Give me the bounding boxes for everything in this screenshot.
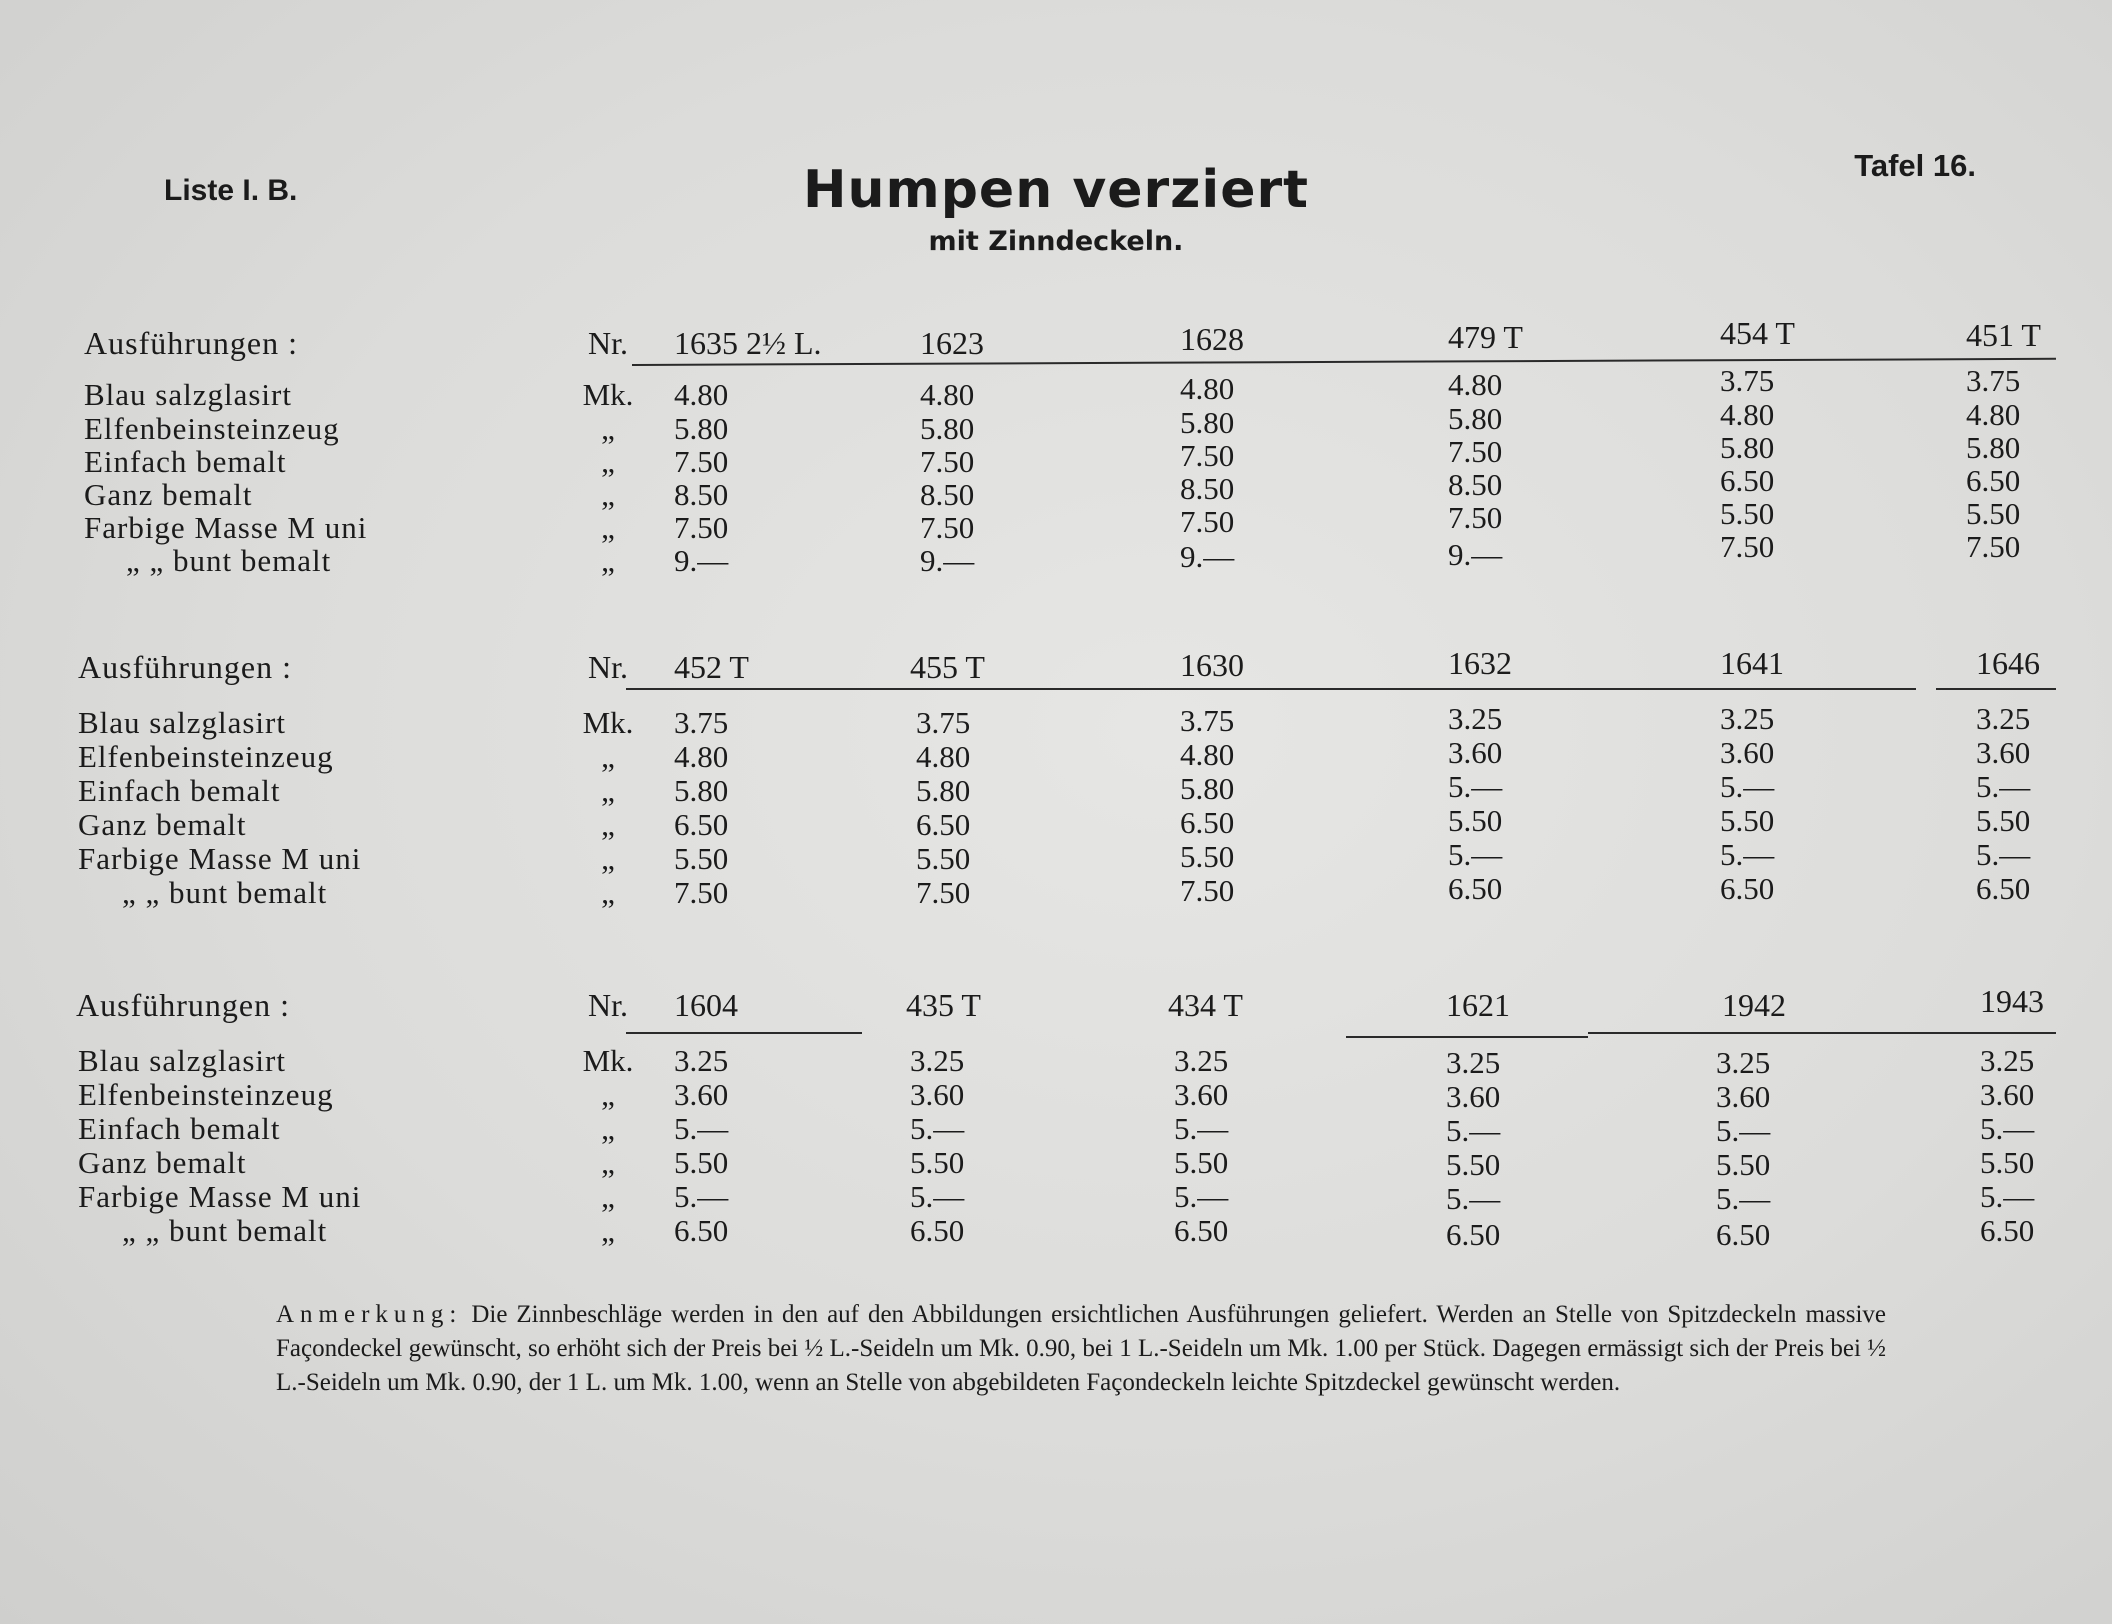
price-cell: 6.50: [1180, 805, 1235, 840]
table-row: [0, 363, 2112, 412]
row-unit: „: [601, 841, 615, 876]
price-cell: 3.25: [1976, 701, 2031, 736]
price-cell: 5.—: [1720, 837, 1775, 872]
header-rule: [1936, 688, 2056, 690]
row-unit: „: [601, 1077, 615, 1112]
row-label: Blau salzglasirt: [78, 705, 286, 740]
price-cell: 5.—: [910, 1111, 965, 1146]
price-cell: 7.50: [1180, 873, 1235, 908]
price-cell: 4.80: [916, 739, 971, 774]
item-number: 452 T: [674, 649, 749, 685]
item-number: 1604: [674, 987, 738, 1023]
row-label: Ganz bemalt: [84, 477, 253, 512]
price-cell: 9.—: [1180, 539, 1235, 574]
price-cell: 4.80: [1448, 367, 1503, 402]
price-cell: 7.50: [1180, 504, 1235, 539]
price-cell: 7.50: [674, 510, 729, 545]
price-cell: 7.50: [1180, 438, 1235, 473]
item-number: 454 T: [1720, 315, 1795, 351]
item-number: 1628: [1180, 321, 1244, 357]
price-cell: 3.75: [1966, 363, 2021, 398]
price-cell: 5.—: [1174, 1111, 1229, 1146]
item-number: 1641: [1720, 645, 1784, 681]
table-header-row: [0, 645, 2112, 685]
item-number: 1646: [1976, 645, 2040, 681]
price-cell: 5.—: [1716, 1181, 1771, 1216]
price-cell: 5.50: [1448, 803, 1503, 838]
header-rule: [626, 1032, 862, 1034]
price-cell: 5.—: [1720, 769, 1775, 804]
row-label: Farbige Masse M uni: [78, 841, 362, 876]
price-cell: 7.50: [674, 875, 729, 910]
row-label: Einfach bemalt: [84, 444, 287, 479]
row-label: Farbige Masse M uni: [84, 510, 368, 545]
price-cell: 5.50: [910, 1145, 965, 1180]
table-row: [0, 529, 2112, 578]
item-number: 1635 2½ L.: [674, 325, 822, 361]
price-cell: 3.75: [916, 705, 971, 740]
price-cell: 9.—: [674, 543, 729, 578]
price-cell: 5.80: [916, 773, 971, 808]
price-cell: 6.50: [1174, 1213, 1229, 1248]
row-unit: Mk.: [582, 377, 634, 412]
price-cell: 3.75: [1720, 363, 1775, 398]
plate-label: Tafel 16.: [1854, 148, 1976, 183]
row-label: Blau salzglasirt: [78, 1043, 286, 1078]
price-cell: 7.50: [1448, 434, 1503, 469]
price-cell: 5.—: [1446, 1181, 1501, 1216]
nr-label: Nr.: [588, 649, 628, 685]
item-number: 434 T: [1168, 987, 1243, 1023]
item-number: 479 T: [1448, 319, 1523, 355]
price-cell: 3.60: [910, 1077, 965, 1112]
price-cell: 9.—: [1448, 537, 1503, 572]
row-unit: „: [601, 773, 615, 808]
price-cell: 3.25: [1174, 1043, 1229, 1078]
row-unit: „: [601, 875, 615, 910]
price-cell: 6.50: [1720, 871, 1775, 906]
item-number: 1943: [1980, 983, 2044, 1019]
price-cell: 5.50: [1720, 496, 1775, 531]
price-cell: 5.50: [674, 1145, 729, 1180]
price-cell: 5.50: [1720, 803, 1775, 838]
table-row: [0, 1213, 2112, 1252]
price-cell: 6.50: [910, 1213, 965, 1248]
price-cell: 5.—: [1980, 1111, 2035, 1146]
row-unit: „: [601, 1213, 615, 1248]
row-label: Ganz bemalt: [78, 807, 247, 842]
row-unit: „: [601, 807, 615, 842]
price-cell: 6.50: [1980, 1213, 2035, 1248]
price-cell: 5.—: [1976, 837, 2031, 872]
row-label: Blau salzglasirt: [84, 377, 292, 412]
table-row: [0, 735, 2112, 774]
price-cell: 5.80: [1720, 430, 1775, 465]
price-cell: 3.75: [674, 705, 729, 740]
header-rule: [1588, 1032, 2056, 1034]
table-row: [0, 701, 2112, 740]
price-cell: 8.50: [674, 477, 729, 512]
table-row: [0, 1112, 2112, 1146]
price-cell: 7.50: [1448, 500, 1503, 535]
price-cell: 3.60: [1446, 1079, 1501, 1114]
item-number: 1942: [1722, 987, 1786, 1023]
price-cell: 6.50: [1716, 1217, 1771, 1252]
footnote: [276, 1298, 1886, 1400]
table-row: [0, 496, 2112, 545]
price-cell: 3.25: [1446, 1045, 1501, 1080]
price-cell: 3.60: [674, 1077, 729, 1112]
footnote-text: Die Zinnbeschläge werden in den auf den Abbildungen ersichtlichen Ausführungen geliefert. Werden an Stelle von Spitzdeckeln massive Façondeckel gewünscht, so erhöht sich der Preis bei ½ L.-Seideln um Mk. 0.90, bei 1 L.-Seideln um Mk. 1.00 per Stück. Dagegen ermässigt sich der Preis bei ½ L.-Seideln um Mk. 0.90, der 1 L. um Mk. 1.00, wenn an Stelle von abgebildeten Façondeckeln leichte Spitzdeckel gewünscht werden.: [276, 1301, 1886, 1396]
price-cell: 6.50: [674, 1213, 729, 1248]
table-row: [0, 1078, 2112, 1112]
price-cell: 3.60: [1448, 735, 1503, 770]
row-unit: Mk.: [582, 705, 634, 740]
table-row: [0, 871, 2112, 910]
table-row: [0, 430, 2112, 479]
price-cell: 6.50: [1448, 871, 1503, 906]
price-cell: 5.80: [920, 411, 975, 446]
row-label: Elfenbeinsteinzeug: [78, 739, 334, 774]
price-cell: 5.50: [916, 841, 971, 876]
nr-label: Nr.: [588, 987, 628, 1023]
header-rule: [1346, 1036, 1588, 1038]
price-cell: 5.—: [674, 1179, 729, 1214]
price-cell: 3.25: [910, 1043, 965, 1078]
row-unit: „: [601, 510, 615, 545]
item-number: 435 T: [906, 987, 981, 1023]
price-cell: 7.50: [674, 444, 729, 479]
price-cell: 9.—: [920, 543, 975, 578]
item-number: 1621: [1446, 987, 1510, 1023]
price-cell: 7.50: [920, 510, 975, 545]
row-unit: „: [601, 739, 615, 774]
row-unit: „: [601, 444, 615, 479]
page-title: Humpen verziert: [802, 160, 1309, 220]
price-cell: 7.50: [1966, 529, 2021, 564]
table-row: [0, 837, 2112, 876]
table-heading: Ausführungen :: [78, 649, 292, 685]
price-cell: 4.80: [1180, 371, 1235, 406]
price-cell: 5.80: [674, 411, 729, 446]
row-label: Ganz bemalt: [78, 1145, 247, 1180]
page-subtitle: mit Zinndeckeln.: [928, 226, 1184, 257]
price-cell: 4.80: [674, 739, 729, 774]
price-cell: 5.—: [1448, 837, 1503, 872]
table-row: [0, 397, 2112, 446]
item-number: 1632: [1448, 645, 1512, 681]
price-cell: 5.—: [1980, 1179, 2035, 1214]
price-cell: 3.60: [1720, 735, 1775, 770]
item-number: 455 T: [910, 649, 985, 685]
price-cell: 4.80: [1180, 737, 1235, 772]
price-cell: 5.50: [1716, 1147, 1771, 1182]
price-cell: 5.50: [1976, 803, 2031, 838]
price-cell: 5.—: [674, 1111, 729, 1146]
price-cell: 6.50: [1720, 463, 1775, 498]
price-cell: 7.50: [916, 875, 971, 910]
row-label: „ „ bunt bemalt: [122, 875, 328, 910]
price-cell: 5.80: [1180, 405, 1235, 440]
price-cell: 5.—: [1716, 1113, 1771, 1148]
price-cell: 5.50: [674, 841, 729, 876]
list-label: Liste I. B.: [164, 174, 298, 207]
price-cell: 3.25: [1716, 1045, 1771, 1080]
table-row: [0, 463, 2112, 512]
price-cell: 3.60: [1980, 1077, 2035, 1112]
price-cell: 3.25: [1720, 701, 1775, 736]
price-cell: 3.25: [1980, 1043, 2035, 1078]
price-cell: 5.—: [910, 1179, 965, 1214]
price-cell: 6.50: [1966, 463, 2021, 498]
row-label: „ „ bunt bemalt: [122, 1213, 328, 1248]
item-number: 1630: [1180, 647, 1244, 683]
item-number: 451 T: [1966, 317, 2041, 353]
price-cell: 5.80: [1966, 430, 2021, 465]
table-row: [0, 1044, 2112, 1078]
row-label: Elfenbeinsteinzeug: [78, 1077, 334, 1112]
table-heading: Ausführungen :: [84, 325, 298, 361]
row-unit: „: [601, 477, 615, 512]
row-label: Farbige Masse M uni: [78, 1179, 362, 1214]
table-row: [0, 803, 2112, 842]
price-cell: 4.80: [1720, 397, 1775, 432]
price-cell: 5.80: [1448, 401, 1503, 436]
header-rule: [626, 688, 1916, 690]
price-cell: 5.—: [1174, 1179, 1229, 1214]
row-unit: „: [601, 1179, 615, 1214]
row-label: „ „ bunt bemalt: [126, 543, 332, 578]
price-cell: 3.60: [1174, 1077, 1229, 1112]
price-cell: 4.80: [920, 377, 975, 412]
price-cell: 5.50: [1966, 496, 2021, 531]
price-cell: 5.—: [1446, 1113, 1501, 1148]
price-cell: 8.50: [1180, 471, 1235, 506]
price-cell: 8.50: [920, 477, 975, 512]
item-number: 1623: [920, 325, 984, 361]
price-cell: 5.50: [1180, 839, 1235, 874]
price-cell: 8.50: [1448, 467, 1503, 502]
price-cell: 6.50: [674, 807, 729, 842]
price-cell: 5.50: [1174, 1145, 1229, 1180]
price-cell: 3.25: [1448, 701, 1503, 736]
price-cell: 6.50: [1976, 871, 2031, 906]
price-cell: 5.80: [1180, 771, 1235, 806]
price-cell: 3.75: [1180, 703, 1235, 738]
footnote-label: Anmerkung:: [276, 1301, 463, 1328]
price-cell: 3.25: [674, 1043, 729, 1078]
row-unit: „: [601, 543, 615, 578]
price-cell: 6.50: [916, 807, 971, 842]
table-row: [0, 1146, 2112, 1180]
price-cell: 6.50: [1446, 1217, 1501, 1252]
row-label: Elfenbeinsteinzeug: [84, 411, 340, 446]
price-cell: 4.80: [674, 377, 729, 412]
price-cell: 3.60: [1716, 1079, 1771, 1114]
row-label: Einfach bemalt: [78, 1111, 281, 1146]
price-cell: 5.50: [1446, 1147, 1501, 1182]
price-cell: 5.50: [1980, 1145, 2035, 1180]
table-header-row: [0, 315, 2112, 361]
price-cell: 3.60: [1976, 735, 2031, 770]
row-unit: „: [601, 411, 615, 446]
price-cell: 7.50: [1720, 529, 1775, 564]
price-cell: 5.80: [674, 773, 729, 808]
price-cell: 7.50: [920, 444, 975, 479]
row-unit: „: [601, 1145, 615, 1180]
price-cell: 5.—: [1976, 769, 2031, 804]
table-row: [0, 769, 2112, 808]
row-unit: Mk.: [582, 1043, 634, 1078]
row-label: Einfach bemalt: [78, 773, 281, 808]
price-cell: 5.—: [1448, 769, 1503, 804]
table-row: [0, 1180, 2112, 1214]
price-cell: 4.80: [1966, 397, 2021, 432]
row-unit: „: [601, 1111, 615, 1146]
nr-label: Nr.: [588, 325, 628, 361]
table-header-row: [0, 983, 2112, 1023]
table-heading: Ausführungen :: [76, 987, 290, 1023]
